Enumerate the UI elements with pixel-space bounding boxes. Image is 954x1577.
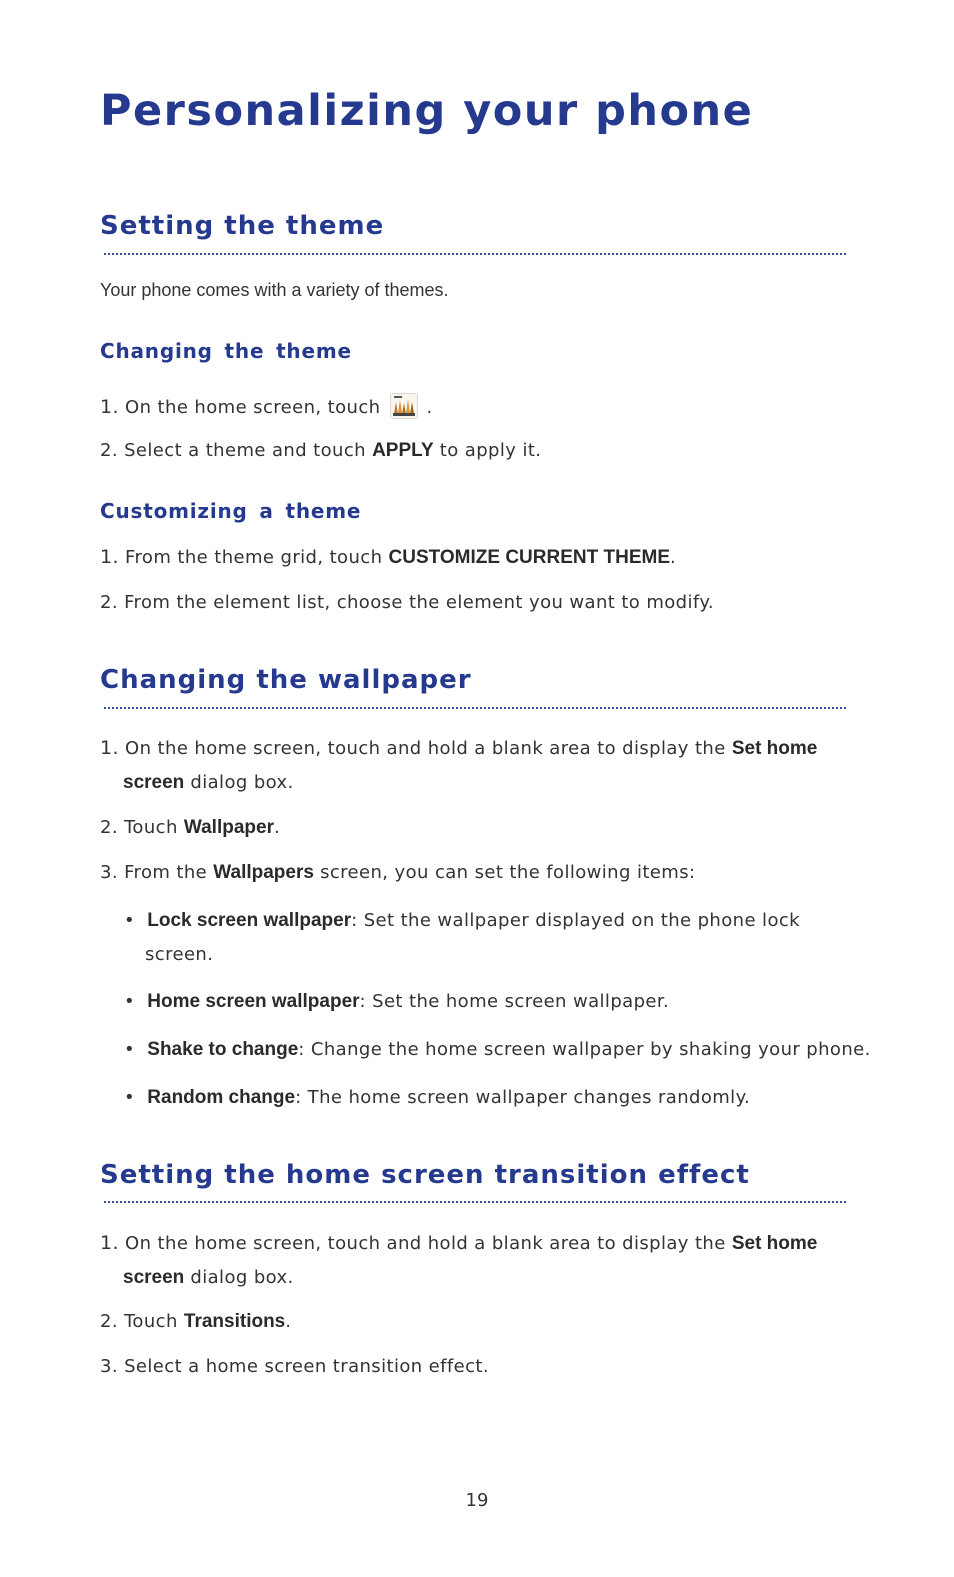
bullet-random-change: • Random change: The home screen wallpaper changes randomly. bbox=[124, 1087, 751, 1108]
section-divider bbox=[104, 707, 846, 709]
section-divider bbox=[104, 1201, 846, 1203]
page-number: 19 bbox=[465, 1490, 489, 1511]
changing-theme-step-2: 2. Select a theme and touch APPLY to apply it. bbox=[100, 440, 542, 461]
transition-step-2: 2. Touch Transitions. bbox=[100, 1311, 292, 1332]
wallpaper-step-2: 2. Touch Wallpaper. bbox=[100, 817, 281, 838]
page-title: Personalizing your phone bbox=[100, 86, 754, 136]
section-heading-setting-theme: Setting the theme bbox=[100, 211, 385, 241]
theme-intro: Your phone comes with a variety of themes. bbox=[100, 280, 449, 300]
customizing-theme-step-2: 2. From the element list, choose the element you want to modify. bbox=[100, 592, 714, 613]
themes-app-icon[interactable] bbox=[390, 393, 418, 419]
section-heading-transition: Setting the home screen transition effect bbox=[100, 1160, 750, 1190]
bullet-lock-screen-wallpaper-cont: screen. bbox=[145, 944, 214, 965]
bullet-home-screen-wallpaper: • Home screen wallpaper: Set the home screen wallpaper. bbox=[124, 991, 670, 1012]
subheading-customizing-theme: Customizing a theme bbox=[100, 499, 362, 523]
wallpaper-step-1: 1. On the home screen, touch and hold a blank area to display the Set home bbox=[100, 737, 818, 759]
transition-step-1-cont: screen dialog box. bbox=[123, 1267, 294, 1288]
customizing-theme-step-1: 1. From the theme grid, touch CUSTOMIZE CURRENT THEME. bbox=[100, 546, 677, 568]
changing-theme-step-1: 1. On the home screen, touch . bbox=[100, 393, 433, 419]
wallpaper-step-1-cont: screen dialog box. bbox=[123, 772, 294, 793]
transition-step-1: 1. On the home screen, touch and hold a blank area to display the Set home bbox=[100, 1232, 818, 1254]
section-heading-wallpaper: Changing the wallpaper bbox=[100, 665, 472, 695]
section-divider bbox=[104, 253, 846, 255]
bullet-shake-to-change: • Shake to change: Change the home screen wallpaper by shaking your phone. bbox=[124, 1039, 871, 1060]
wallpaper-step-3: 3. From the Wallpapers screen, you can set the following items: bbox=[100, 862, 696, 883]
bullet-lock-screen-wallpaper: • Lock screen wallpaper: Set the wallpaper displayed on the phone lock bbox=[124, 910, 800, 931]
subheading-changing-theme: Changing the theme bbox=[100, 339, 352, 363]
transition-step-3: 3. Select a home screen transition effect. bbox=[100, 1356, 489, 1377]
